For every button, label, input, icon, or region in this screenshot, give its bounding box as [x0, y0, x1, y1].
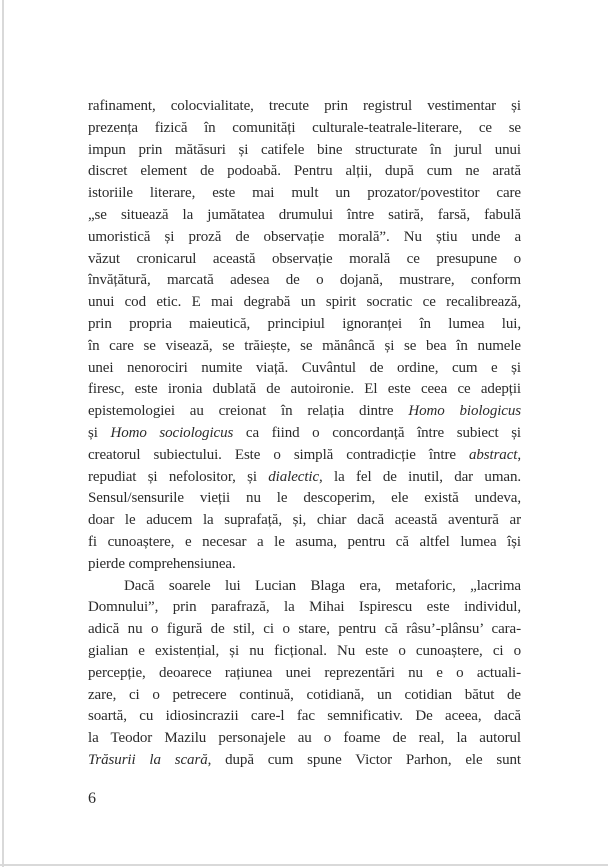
text-segment: adică nu o figură de stil, ci o stare, pentru că râsu’-plânsu’ cara-: [88, 621, 521, 638]
page-bottom-edge: [0, 864, 608, 866]
italic-text: dialectic: [268, 468, 320, 485]
text-segment: , la fel de inutil, dar uman.: [319, 468, 521, 485]
text-line: [88, 706, 521, 728]
text-segment: percepție, deoarece rațiunea unei reprezentări nu e o actuali-: [88, 664, 521, 681]
text-segment: „se situează la jumătatea drumului între satiră, farsă, fabulă: [88, 206, 521, 223]
text-line: [88, 161, 521, 183]
text-segment: la Teodor Mazilu personajele au o foame de real, la autorul: [88, 730, 521, 747]
text-line: [88, 445, 521, 467]
text-segment: prin propria maieutică, principiul ignoranței în lumea lui,: [88, 315, 521, 332]
text-line: [88, 379, 521, 401]
text-segment: fi cunoaștere, e necesar a le asuma, pentru că altfel lumea își: [88, 533, 521, 550]
text-line: [88, 423, 521, 445]
italic-text: Homo biologicus: [408, 403, 521, 420]
text-line: [88, 336, 521, 358]
text-segment: Dacă soarele lui Lucian Blaga era, metaforic, „lacrima: [124, 577, 521, 594]
text-segment: , după cum spune Victor Parhon, ele sunt: [207, 751, 521, 768]
text-segment: unei nenorociri numite viață. Cuvântul de ordine, cum e și: [88, 359, 521, 376]
page-left-edge: [2, 0, 4, 867]
text-segment: în care se visează, se trăiește, se mănâncă și se bea în numele: [88, 337, 521, 354]
text-line: [88, 685, 521, 707]
text-segment: impun prin mătăsuri și catifele bine structurate în jurul unui: [88, 141, 521, 158]
text-segment: gialian e existențial, și nu ficțional. Nu este o cunoaștere, ci o: [88, 642, 521, 659]
text-line: [88, 619, 521, 641]
text-line: [88, 270, 521, 292]
text-segment: pierde comprehensiunea.: [88, 555, 236, 572]
text-line: [88, 292, 521, 314]
text-line: [88, 576, 521, 598]
text-line: [88, 401, 521, 423]
text-segment: învățătură, marcată adesea de o dojană, mustrare, conform: [88, 272, 521, 289]
text-line: [88, 314, 521, 336]
text-line: [88, 140, 521, 162]
text-line: [88, 358, 521, 380]
text-line: [88, 663, 521, 685]
text-line: [88, 488, 521, 510]
text-segment: zare, ci o petrecere continuă, cotidiană, un cotidian bătut de: [88, 686, 521, 703]
text-segment: creatorul subiectului. Este o simplă contradicție între: [88, 446, 469, 463]
text-line: [88, 750, 521, 772]
text-segment: soartă, cu idiosincrazii care-l fac semnificativ. De aceea, dacă: [88, 708, 521, 725]
text-line: [88, 554, 521, 576]
text-line: [88, 96, 521, 118]
text-line: [88, 532, 521, 554]
text-line: [88, 510, 521, 532]
text-segment: și: [88, 424, 111, 441]
text-segment: repudiat și nefolositor, și: [88, 468, 269, 485]
text-segment: prezența fizică în comunități culturale-teatrale-literare, ce se: [88, 119, 521, 136]
text-segment: Domnului”, prin parafrază, la Mihai Ispirescu este individul,: [88, 599, 521, 616]
text-line: [88, 183, 521, 205]
text-segment: firesc, este ironia dublată de autoironie. El este ceea ce adepții: [88, 381, 521, 398]
text-segment: umoristică și proză de observație morală”. Nu știu unde a: [88, 228, 521, 245]
italic-text: Homo sociologicus: [110, 424, 234, 441]
text-segment: ,: [517, 446, 521, 463]
text-line: [88, 205, 521, 227]
text-segment: istoriile literare, este mai mult un prozator/povestitor care: [88, 185, 521, 202]
text-line: [88, 249, 521, 271]
text-line: [88, 597, 521, 619]
text-line: [88, 227, 521, 249]
text-segment: discret element de podoabă. Pentru alții, după cum ne arată: [88, 163, 521, 180]
text-segment: ca fiind o concordanță între subiect și: [233, 424, 521, 441]
text-segment: Sensul/sensurile vieții nu le descoperim, ele există undeva,: [88, 490, 521, 507]
italic-text: Trăsurii la scară: [88, 751, 208, 768]
text-line: [88, 728, 521, 750]
text-line: [88, 641, 521, 663]
body-text: [88, 96, 521, 772]
text-segment: epistemologiei au creionat în relația dintre: [88, 403, 409, 420]
text-segment: unui cod etic. E mai degrabă un spirit socratic ce recalibrează,: [88, 294, 521, 311]
text-line: [88, 118, 521, 140]
text-segment: doar le aducem la suprafață, și, chiar dacă această aventură ar: [88, 512, 521, 529]
text-segment: rafinament, colocvialitate, trecute prin registrul vestimentar și: [88, 98, 521, 114]
text-segment: văzut cronicarul această observație morală ce presupune o: [88, 250, 521, 267]
text-line: [88, 467, 521, 489]
page-number: 6: [88, 790, 96, 807]
italic-text: abstract: [468, 446, 518, 463]
